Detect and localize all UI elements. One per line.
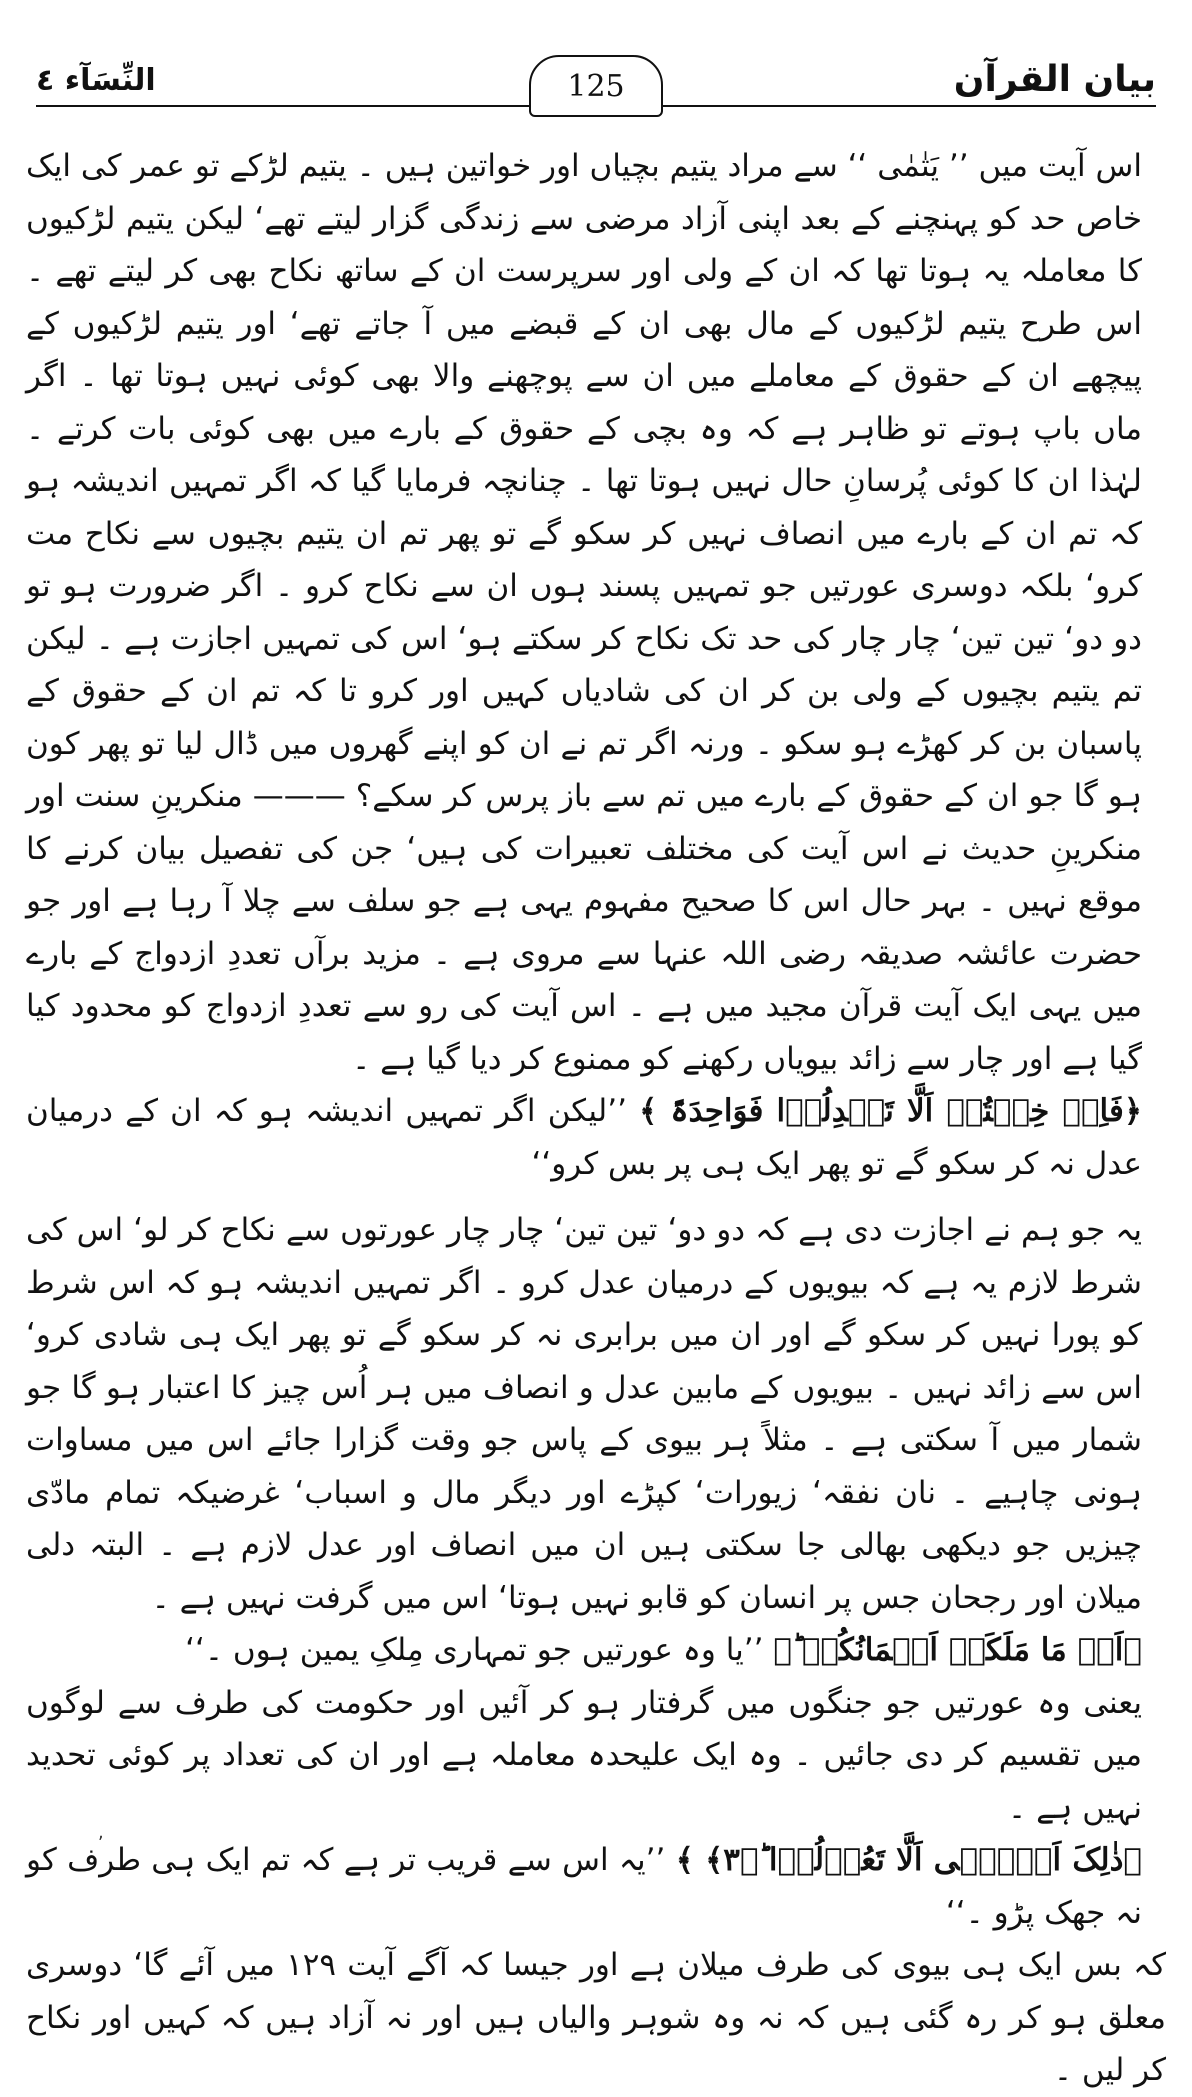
commentary-paragraph: یعنی وہ عورتیں جو جنگوں میں گرفتار ہو کر آئیں اور حکومت کی طرف سے لوگوں میں تقسیم کر دی جائیں ۔ وہ ایک علیحدہ معاملہ ہے اور ان کی تعداد پر کوئی تحدید نہیں ہے ۔	[26, 1684, 1142, 1826]
commentary-paragraph: کہ بس ایک ہی بیوی کی طرف میلان ہے اور جیسا کہ آگے آیت ۱۲۹ میں آئے گا‘ دوسری معلق ہو کر رہ گئی ہیں کہ نہ وہ شوہر والیاں ہیں اور نہ آزاد ہیں کہ کہیں اور نکاح کر لیں ۔	[26, 1947, 1166, 2088]
commentary-paragraph: اس آیت میں ’’ یَتٰمٰی ‘‘ سے مراد یتیم بچیاں اور خواتین ہیں ۔ یتیم لڑکے تو عمر کی ایک خاص حد کو پہنچنے کے بعد اپنی آزاد مرضی سے زندگی گزار لیتے تھے‘ لیکن یتیم لڑکیوں کا معاملہ یہ ہوتا تھا کہ ان کے ولی اور سرپرست ان کے ساتھ نکاح بھی کر لیتے تھے ۔ اس طرح یتیم لڑکیوں کے مال بھی ان کے قبضے میں آ جاتے تھے‘ اور یتیم لڑکیوں کے پیچھے ان کے حقوق کے معاملے میں ان سے پوچھنے والا بھی کوئی نہیں ہوتا تھا ۔ اگر ماں باپ ہوتے تو ظاہر ہے کہ وہ بچی کے حقوق کے بارے میں بھی کوئی بات کرتے ۔ لہٰذا ان کا کوئی پُرسانِ حال نہیں ہوتا تھا ۔ چنانچہ فرمایا گیا کہ اگر تمہیں اندیشہ ہو کہ تم ان کے بارے میں انصاف نہیں کر سکو گے تو پھر تم ان یتیم بچیوں سے نکاح مت کرو‘ بلکہ دوسری عورتیں جو تمہیں پسند ہوں ان سے نکاح کرو ۔ اگر ضرورت ہو تو دو دو‘ تین تین‘ چار چار کی حد تک نکاح کر سکتے ہو‘ اس کی تمہیں اجازت ہے ۔ لیکن تم یتیم بچیوں کے ولی بن کر ان کی شادیاں کہیں اور کرو تا کہ تم ان کے حقوق کے پاسبان بن کر کھڑے ہو سکو ۔ ورنہ اگر تم نے ان کو اپنے گھروں میں ڈال لیا تو پھر کون ہو گا جو ان کے حقوق کے بارے میں تم سے باز پرس کر سکے؟ ——— منکرینِ سنت اور منکرینِ حدیث نے اس آیت کی مختلف تعبیرات کی ہیں‘ جن کی تفصیل بیان کرنے کا موقع نہیں ۔ بہر حال اس کا صحیح مفہوم یہی ہے جو سلف سے چلا آ رہا ہے اور جو حضرت عائشہ صدیقہ رضی اللہ عنہا سے مروی ہے ۔ مزید برآں تعددِ ازدواج کے بارے میں یہی ایک آیت قرآن مجید میں ہے ۔ اس آیت کی رو سے تعددِ ازدواج کو محدود کیا گیا ہے اور چار سے زائد بیویاں رکھنے کو ممنوع کر دیا گیا ہے ۔	[26, 148, 1142, 1077]
page-header	[36, 55, 1156, 125]
page-number: 125	[529, 55, 663, 117]
verse-block	[26, 1624, 1166, 1677]
commentary-paragraph: یہ جو ہم نے اجازت دی ہے کہ دو دو‘ تین تین‘ چار چار عورتوں سے نکاح کر لو‘ اس کی شرط لازم یہ ہے کہ بیویوں کے درمیان عدل کرو ۔ اگر تمہیں اندیشہ ہو کہ اس شرط کو پورا نہیں کر سکو گے اور ان میں برابری نہ کر سکو گے تو پھر ایک ہی شادی کرو‘ اس سے زائد نہیں ۔ بیویوں کے مابین عدل و انصاف میں ہر اُس چیز کا اعتبار ہو گا جو شمار میں آ سکتی ہے ۔ مثلاً ہر بیوی کے پاس جو وقت گزارا جائے اس میں مساوات ہونی چاہیے ۔ نان نفقہ‘ زیورات‘ کپڑے اور دیگر مال و اسباب‘ غرضیکہ تمام مادّی چیزیں جو دیکھی بھالی جا سکتی ہیں ان میں انصاف اور عدل لازم ہے ۔ البتہ دلی میلان اور رجحان جس پر انسان کو قابو نہیں ہوتا‘ اس میں گرفت نہیں ہے ۔	[26, 1212, 1142, 1616]
verse-translation: ’’یا وہ عورتیں جو تمہاری مِلکِ یمین ہوں ۔‘‘	[185, 1632, 764, 1668]
quran-verse: ﴿ذٰلِکَ اَدۡنٰۤی اَلَّا تَعُوۡلُوۡا ؕ﴿۳﴾ ﴾	[675, 1842, 1142, 1878]
verse-translation: ’’لیکن اگر تمہیں اندیشہ ہو کہ ان کے درمیان عدل نہ کر سکو گے تو پھر ایک ہی پر بس کرو‘‘	[26, 1093, 1142, 1182]
quran-verse: ﴿فَاِنۡ خِفۡتُمۡ اَلَّا تَعۡدِلُوۡا فَوَاحِدَۃً ﴾	[639, 1093, 1142, 1129]
verse-translation: ’’یہ اس سے قریب تر ہے کہ تم ایک ہی طرف کو نہ جھک پڑو ۔‘‘	[26, 1842, 1142, 1931]
verse-block	[26, 1085, 1166, 1190]
print-speck: ,	[98, 1822, 104, 1843]
verse-block	[26, 1834, 1166, 1939]
book-title: بیان القرآن	[942, 59, 1156, 100]
surah-name: النِّسَآء ٤	[36, 63, 168, 98]
quran-verse: ﴿اَوۡ مَا مَلَکَتۡ اَیۡمَانُکُمۡ ؕ﴾	[773, 1632, 1142, 1668]
commentary-body	[26, 140, 1166, 2097]
